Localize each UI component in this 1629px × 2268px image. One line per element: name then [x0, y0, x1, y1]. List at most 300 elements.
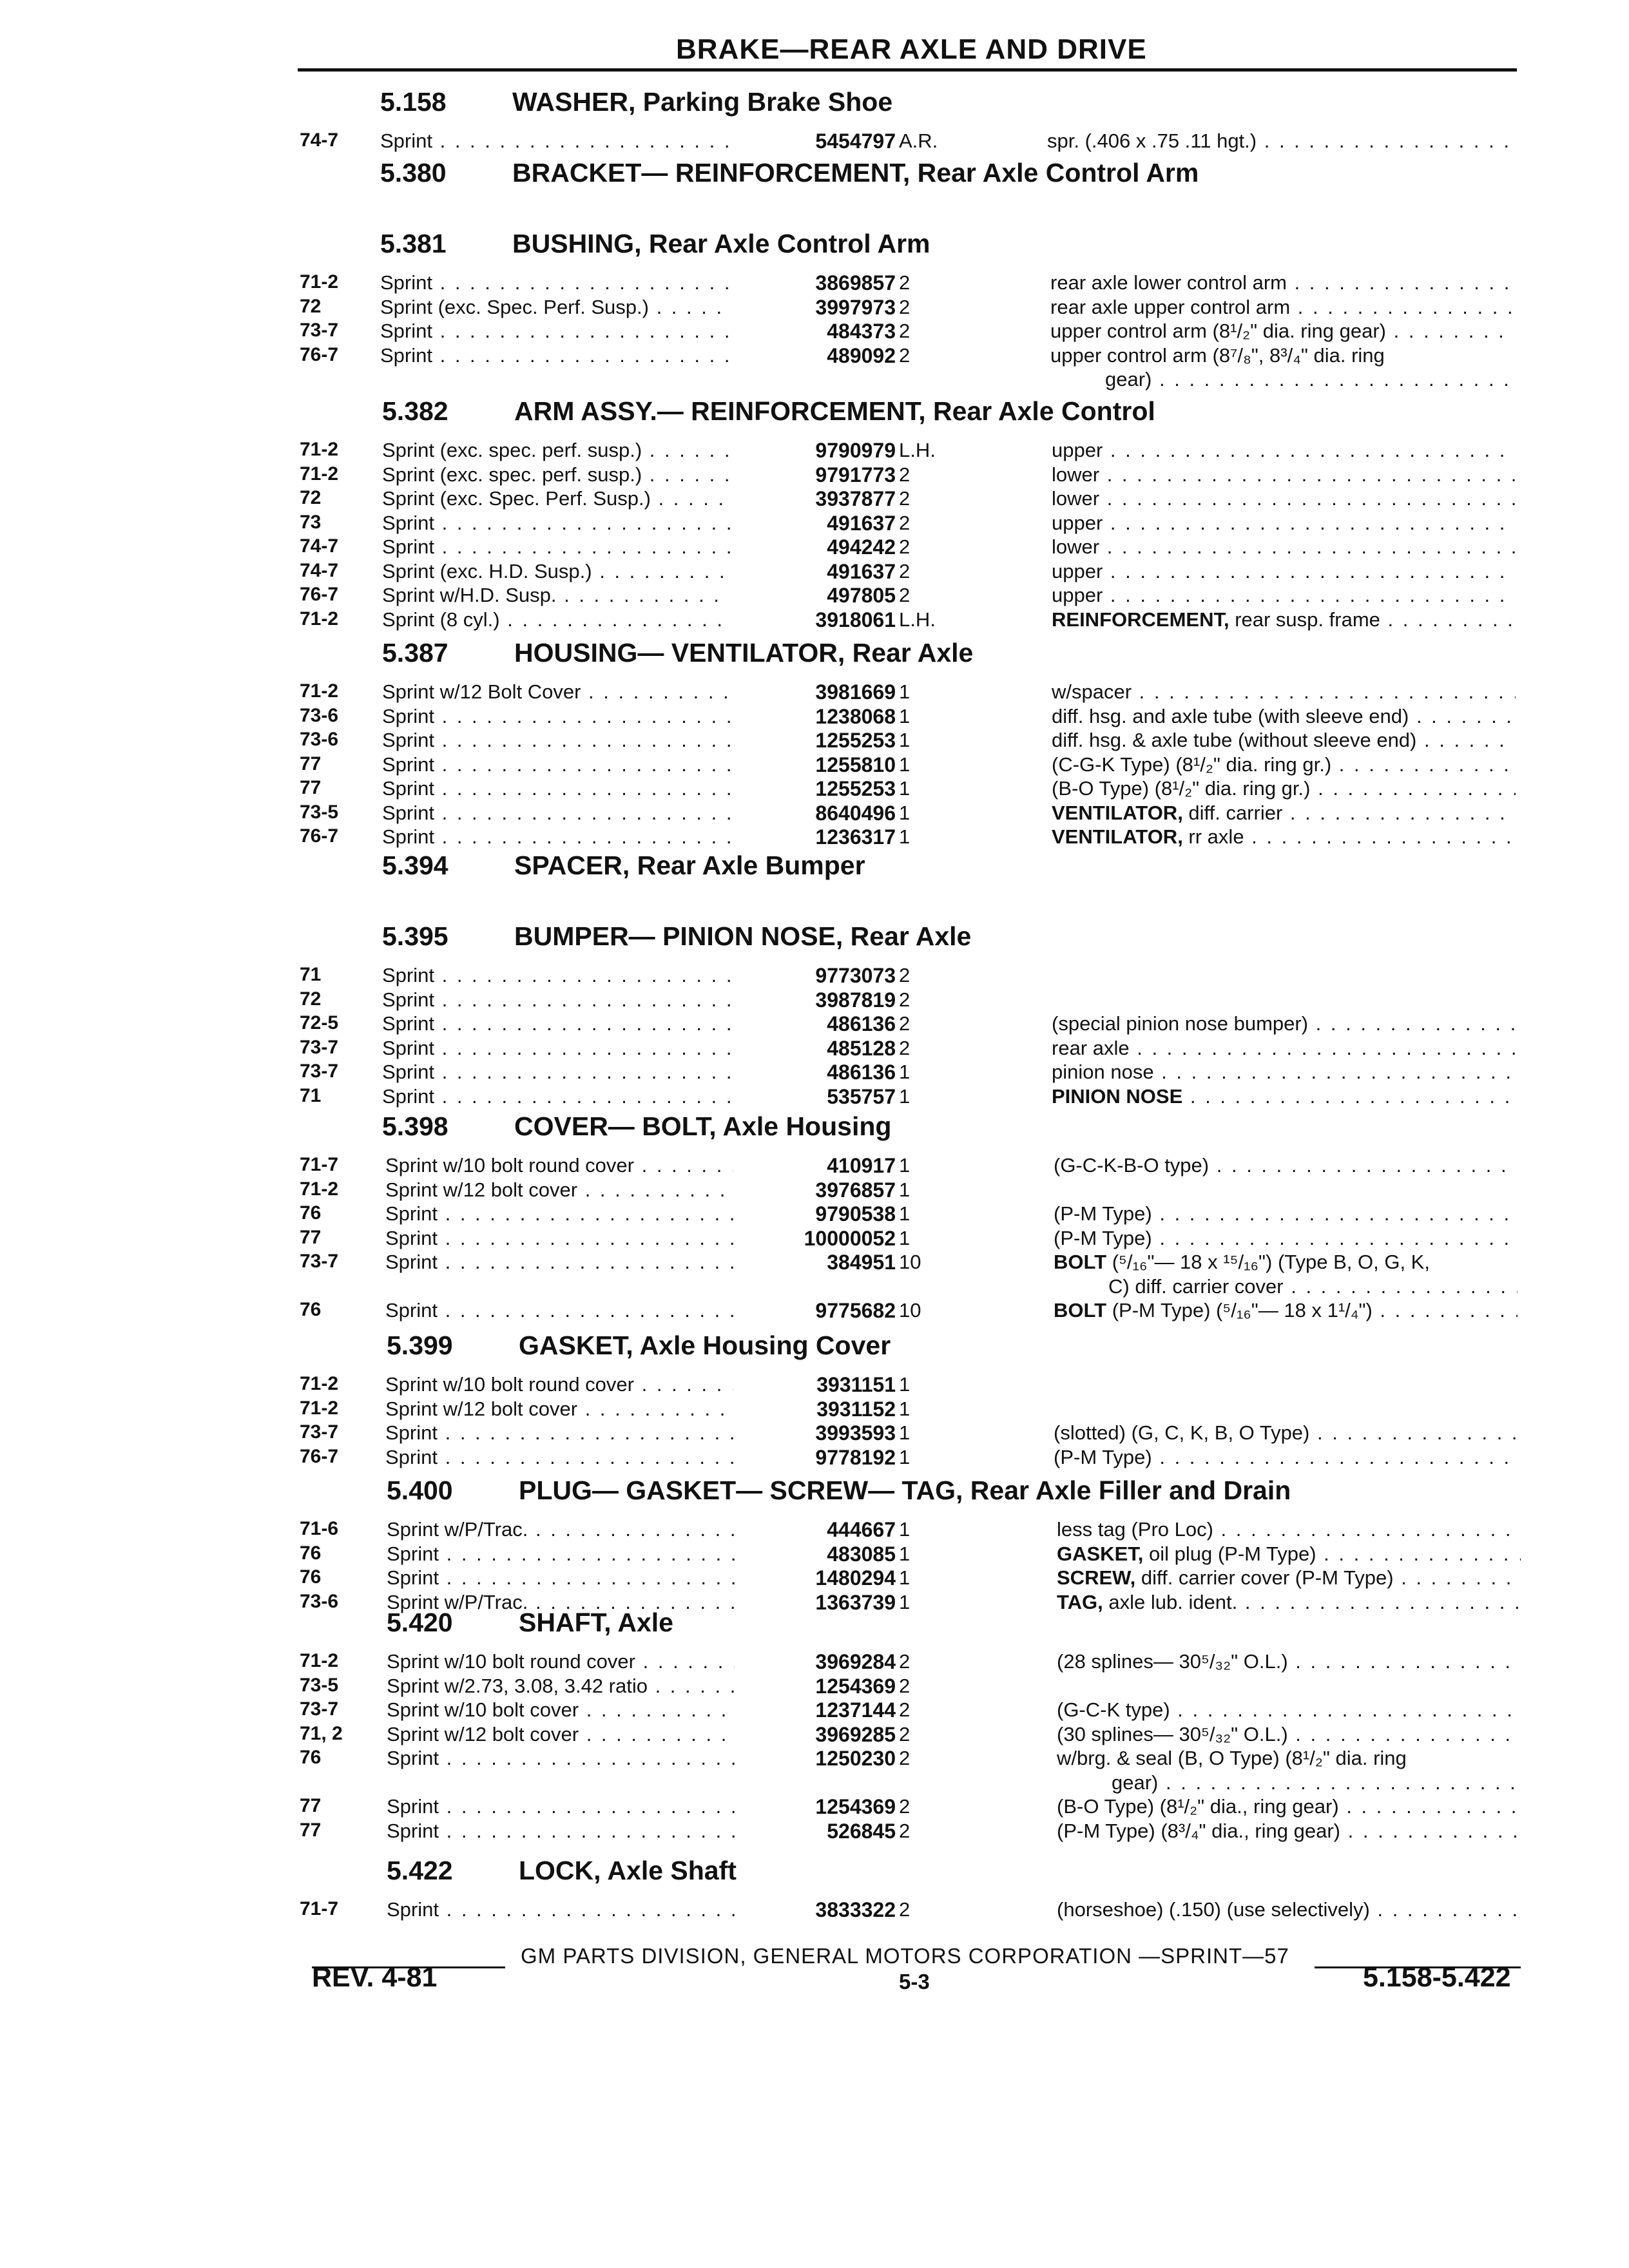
part-number: 410917: [827, 1154, 896, 1177]
remarks: [1050, 320, 1514, 343]
application-desc: Sprint . . .: [382, 753, 730, 776]
section-title: LOCK, Axle Shaft: [519, 1856, 737, 1885]
model-year: 71: [300, 964, 322, 985]
application-desc: Sprint w/H.D. Susp. . . .: [382, 584, 730, 607]
part-number: 3869857: [815, 271, 896, 294]
quantity: 2: [899, 511, 911, 534]
model-year: 77: [300, 1795, 322, 1816]
application-desc: Sprint . . .: [387, 1566, 735, 1590]
remarks-keyword: GASKET,: [1057, 1542, 1144, 1565]
model-year: 74-7: [300, 130, 339, 151]
quantity: 2: [899, 1674, 911, 1697]
remarks: [1050, 296, 1514, 319]
part-number: 444667: [827, 1518, 896, 1541]
part-number: 3918061: [815, 608, 896, 631]
section-title: BRACKET— REINFORCEMENT, Rear Axle Control Arm: [512, 158, 1199, 187]
model-year: 71-2: [300, 680, 339, 702]
part-number: 526845: [827, 1819, 896, 1843]
quantity: 1: [899, 1542, 911, 1565]
footer-section-range: 5.158-5.422: [1363, 1962, 1511, 1993]
model-year: 71-2: [300, 608, 339, 629]
part-number: 9775682: [815, 1299, 896, 1322]
section-number: 5.380: [380, 158, 447, 187]
quantity: 1: [899, 1421, 911, 1444]
remarks-text: pinion nose: [1052, 1061, 1154, 1083]
remarks-keyword: PINION NOSE: [1052, 1084, 1183, 1108]
quantity: 1: [899, 1518, 911, 1541]
quantity: 1: [899, 1373, 911, 1396]
table-row: [0, 512, 1629, 535]
part-number: 9791773: [815, 463, 896, 486]
remarks: [1052, 1012, 1516, 1035]
remarks-text: w/brg. & seal (B, O Type) (8¹/₂" dia. ring: [1057, 1747, 1407, 1769]
part-number: 1254369: [815, 1795, 896, 1818]
remarks-continuation: gear) . . .: [1112, 1771, 1521, 1795]
remarks-keyword: VENTILATOR,: [1052, 801, 1183, 824]
model-year: 71-6: [300, 1518, 339, 1539]
remarks: [1054, 1227, 1518, 1250]
table-row: [0, 1178, 1629, 1202]
remarks: [1052, 1037, 1516, 1060]
section-title: SPACER, Rear Axle Bumper: [514, 850, 865, 880]
application-desc: Sprint w/10 bolt round cover . . .: [387, 1650, 735, 1673]
table-row: [0, 1698, 1629, 1722]
table-row: [0, 1373, 1629, 1397]
model-year: 76-7: [300, 584, 339, 605]
remarks-continuation: C) diff. carrier cover . . .: [1108, 1275, 1518, 1299]
quantity: 2: [899, 1795, 911, 1818]
application-desc: Sprint w/P/Trac. . . .: [387, 1591, 735, 1614]
part-number: 9790538: [815, 1202, 896, 1225]
application-desc: Sprint . . .: [385, 1202, 733, 1225]
remarks: [1052, 463, 1516, 486]
application-desc: Sprint . . .: [382, 535, 730, 559]
model-year: 73-6: [300, 704, 339, 726]
quantity: 2: [899, 1650, 911, 1673]
application-desc: Sprint . . .: [385, 1421, 733, 1445]
application-desc: Sprint . . .: [387, 1820, 735, 1843]
quantity: 2: [899, 1898, 911, 1921]
part-number: 3931151: [816, 1373, 896, 1396]
part-number: 485128: [827, 1036, 896, 1060]
table-row: [0, 1037, 1629, 1061]
remarks: [1052, 777, 1516, 800]
model-year: 71-2: [300, 1178, 339, 1200]
application-desc: Sprint w/12 bolt cover . . .: [387, 1723, 735, 1746]
quantity: 2: [899, 964, 911, 986]
quantity: 2: [899, 988, 911, 1011]
table-row: [0, 271, 1629, 295]
remarks: [1052, 535, 1516, 559]
quantity: 1: [899, 777, 911, 800]
application-desc: Sprint . . .: [382, 825, 730, 849]
remarks-text: (G-C-K type): [1057, 1698, 1170, 1721]
model-year: 72: [300, 487, 322, 508]
remarks: [1052, 512, 1516, 535]
application-desc: Sprint . . .: [382, 988, 730, 1012]
application-desc: Sprint . . .: [385, 1251, 733, 1274]
remarks: [1057, 1542, 1521, 1566]
remarks: [1057, 1898, 1521, 1921]
table-row: [0, 1650, 1629, 1674]
remarks-text: rear susp. frame: [1229, 608, 1380, 631]
remarks-text: rr axle: [1182, 825, 1244, 848]
model-year: 76: [300, 1542, 322, 1564]
quantity: 10: [899, 1299, 921, 1321]
remarks-text: rear axle lower control arm: [1050, 271, 1287, 294]
section-number: 5.398: [382, 1111, 448, 1141]
remarks-text: (P-M Type): [1054, 1445, 1152, 1468]
remarks: [1052, 705, 1516, 728]
application-desc: Sprint w/10 bolt round cover . . .: [385, 1373, 733, 1396]
remarks-text: upper: [1052, 584, 1103, 606]
part-number: 494242: [827, 535, 896, 559]
quantity: 1: [899, 1084, 911, 1108]
remarks-text: rear axle: [1052, 1036, 1130, 1059]
application-desc: Sprint . . .: [387, 1747, 735, 1770]
table-row: [0, 296, 1629, 320]
table-row: [0, 463, 1629, 487]
quantity: 10: [899, 1251, 921, 1273]
application-desc: Sprint . . .: [382, 729, 730, 752]
model-year: 77: [300, 777, 322, 798]
section-title: ARM ASSY.— REINFORCEMENT, Rear Axle Control: [514, 396, 1155, 426]
application-desc: Sprint . . .: [382, 512, 730, 535]
application-desc: Sprint w/10 bolt cover . . .: [387, 1698, 735, 1722]
remarks: [1054, 1421, 1518, 1445]
table-row: [0, 729, 1629, 753]
remarks-keyword: TAG,: [1057, 1590, 1103, 1613]
application-desc: Sprint (exc. spec. perf. susp.) . . .: [382, 439, 730, 462]
remarks: [1047, 130, 1511, 153]
model-year: 73-6: [300, 1590, 339, 1612]
table-row: [0, 705, 1629, 729]
model-year: 73-5: [300, 1674, 339, 1696]
table-row: [0, 802, 1629, 825]
model-year: 71-2: [300, 439, 339, 460]
table-row: [0, 964, 1629, 988]
table-row: [0, 1591, 1629, 1615]
application-desc: Sprint . . .: [380, 344, 728, 367]
application-desc: Sprint . . .: [380, 320, 728, 343]
application-desc: Sprint . . .: [382, 964, 730, 987]
part-number: 1255253: [815, 777, 896, 800]
application-desc: Sprint (exc. Spec. Perf. Susp.) . . .: [382, 487, 730, 510]
application-desc: Sprint . . .: [382, 1037, 730, 1060]
remarks: [1052, 802, 1516, 825]
part-number: 497805: [827, 584, 896, 607]
table-row: [0, 344, 1629, 368]
table-row: [0, 825, 1629, 849]
model-year: 73-5: [300, 801, 339, 823]
quantity: 1: [899, 1566, 911, 1589]
application-desc: Sprint (exc. Spec. Perf. Susp.) . . .: [380, 296, 728, 319]
remarks-text: (G-C-K-B-O type): [1054, 1154, 1210, 1177]
remarks: [1054, 1251, 1518, 1274]
quantity: 2: [899, 1722, 911, 1745]
remarks-text: less tag (Pro Loc): [1057, 1518, 1213, 1541]
remarks-text: diff. carrier cover (P-M Type): [1135, 1566, 1394, 1589]
quantity: 2: [899, 584, 911, 606]
remarks: [1057, 1820, 1521, 1843]
model-year: 71-2: [300, 1397, 339, 1419]
remarks-text: (P-M Type): [1054, 1202, 1152, 1225]
table-row: [0, 753, 1629, 777]
application-desc: Sprint . . .: [380, 130, 728, 153]
remarks-text: (horseshoe) (.150) (use selectively): [1057, 1898, 1370, 1921]
table-row: [0, 988, 1629, 1012]
application-desc: Sprint . . .: [387, 1898, 735, 1921]
part-number: 483085: [827, 1542, 896, 1566]
remarks-text: upper control arm (8¹/₂" dia. ring gear): [1050, 320, 1386, 342]
remarks: [1052, 680, 1516, 704]
table-row: [0, 439, 1629, 463]
application-desc: Sprint . . .: [382, 1061, 730, 1084]
remarks: [1052, 825, 1516, 849]
quantity: 1: [899, 680, 911, 703]
application-desc: Sprint . . .: [385, 1446, 733, 1469]
model-year: 76: [300, 1299, 322, 1320]
remarks-text: (B-O Type) (8¹/₂" dia. ring gr.): [1052, 777, 1311, 800]
table-row: [0, 560, 1629, 584]
section-number: 5.422: [387, 1856, 453, 1885]
table-row: [0, 1085, 1629, 1109]
quantity: 2: [899, 320, 911, 342]
model-year: 73-7: [300, 1421, 339, 1443]
application-desc: Sprint (exc. spec. perf. susp.) . . .: [382, 463, 730, 486]
section-title: COVER— BOLT, Axle Housing: [514, 1111, 892, 1141]
model-year: 71-7: [300, 1154, 339, 1175]
application-desc: Sprint w/2.73, 3.08, 3.42 ratio . . .: [387, 1675, 735, 1698]
remarks: [1050, 271, 1514, 294]
quantity: A.R.: [899, 130, 938, 152]
remarks-text: upper: [1052, 439, 1103, 461]
model-year: 73-7: [300, 320, 339, 341]
application-desc: Sprint . . .: [380, 271, 728, 294]
quantity: 2: [899, 1819, 911, 1842]
table-row: [0, 1299, 1629, 1323]
section-number: 5.387: [382, 638, 448, 668]
application-desc: Sprint w/12 Bolt Cover . . .: [382, 680, 730, 704]
table-row: [0, 1820, 1629, 1843]
section-title: GASKET, Axle Housing Cover: [519, 1331, 891, 1360]
section-number: 5.381: [380, 229, 447, 258]
table-row: [0, 1061, 1629, 1084]
table-row: [0, 1518, 1629, 1542]
quantity: 1: [899, 1590, 911, 1613]
part-number: 1255810: [815, 753, 896, 776]
model-year: 72: [300, 988, 322, 1010]
model-year: 73: [300, 511, 322, 533]
table-row: [0, 1898, 1629, 1922]
quantity: 1: [899, 1397, 911, 1420]
title-rule: [298, 68, 1517, 72]
table-row: [0, 1723, 1629, 1747]
section-number: 5.158: [380, 87, 447, 117]
remarks-text: upper control arm (8⁷/₈", 8³/₄" dia. ring: [1050, 343, 1385, 367]
table-row: [0, 320, 1629, 343]
application-desc: Sprint . . .: [382, 802, 730, 825]
remarks: [1057, 1723, 1521, 1746]
quantity: 1: [899, 1154, 911, 1177]
remarks: [1052, 560, 1516, 583]
remarks: [1052, 1085, 1516, 1108]
remarks: [1052, 729, 1516, 752]
part-number: 1255253: [815, 729, 896, 752]
part-number: 3937877: [815, 487, 896, 510]
part-number: 10000052: [804, 1226, 896, 1250]
table-row: [0, 1227, 1629, 1251]
quantity: 1: [899, 1445, 911, 1468]
quantity: 1: [899, 801, 911, 824]
section-number: 5.395: [382, 921, 448, 951]
quantity: L.H.: [899, 439, 936, 461]
remarks-text: axle lub. ident.: [1103, 1590, 1238, 1613]
table-row: [0, 1675, 1629, 1698]
section-title: BUSHING, Rear Axle Control Arm: [512, 229, 930, 258]
remarks: [1054, 1299, 1518, 1322]
part-number: 1254369: [815, 1674, 896, 1698]
model-year: 73-7: [300, 1036, 339, 1058]
quantity: 1: [899, 1061, 911, 1083]
table-row: [0, 1398, 1629, 1421]
remarks: [1052, 439, 1516, 462]
part-number: 3997973: [815, 295, 896, 319]
remarks-text: (28 splines— 30⁵/₃₂" O.L.): [1057, 1650, 1288, 1673]
part-number: 3969285: [815, 1722, 896, 1746]
remarks-keyword: BOLT: [1054, 1251, 1107, 1273]
model-year: 71-2: [300, 1650, 339, 1671]
table-row: [0, 1012, 1629, 1036]
part-number: 1250230: [815, 1747, 896, 1770]
footer-division: GM PARTS DIVISION, GENERAL MOTORS CORPORATION —SPRINT—57: [521, 1944, 1289, 1968]
table-row: [0, 487, 1629, 511]
application-desc: Sprint . . .: [385, 1299, 733, 1322]
part-number: 5454797: [815, 130, 896, 153]
remarks-text: lower: [1052, 535, 1100, 558]
table-row: [0, 1154, 1629, 1178]
page-title: BRAKE—REAR AXLE AND DRIVE: [676, 34, 1147, 65]
remarks: [1052, 608, 1516, 631]
part-number: 1363739: [815, 1590, 896, 1614]
quantity: 1: [899, 825, 911, 848]
remarks-text: (P-M Type): [1054, 1226, 1152, 1249]
remarks-text: upper: [1052, 559, 1103, 582]
application-desc: Sprint . . .: [382, 705, 730, 728]
remarks: [1054, 1154, 1518, 1177]
remarks-text: oil plug (P-M Type): [1143, 1542, 1316, 1565]
application-desc: Sprint . . .: [387, 1542, 735, 1566]
application-desc: Sprint . . .: [382, 777, 730, 800]
model-year: 74-7: [300, 559, 339, 581]
model-year: 74-7: [300, 535, 339, 557]
quantity: 2: [899, 1698, 911, 1721]
quantity: 1: [899, 704, 911, 727]
table-row: [0, 130, 1629, 153]
table-row: [0, 1542, 1629, 1566]
table-row: [0, 680, 1629, 704]
part-number: 491637: [827, 559, 896, 583]
section-title: WASHER, Parking Brake Shoe: [512, 87, 893, 117]
model-year: 73-7: [300, 1251, 339, 1272]
remarks: [1052, 1061, 1516, 1084]
model-year: 71: [300, 1084, 322, 1106]
remarks-text: rear axle upper control arm: [1050, 295, 1291, 318]
table-row: [0, 1251, 1629, 1274]
remarks-text: lower: [1052, 463, 1100, 486]
model-year: 77: [300, 1819, 322, 1841]
remarks: [1057, 1795, 1521, 1818]
model-year: 73-7: [300, 1061, 339, 1082]
model-year: 76: [300, 1202, 322, 1224]
remarks-keyword: SCREW,: [1057, 1566, 1136, 1589]
remarks-text: (30 splines— 30⁵/₃₂" O.L.): [1057, 1722, 1288, 1745]
table-row: [0, 1566, 1629, 1590]
remarks: [1057, 1747, 1521, 1770]
quantity: 1: [899, 753, 911, 776]
table-row: [0, 1747, 1629, 1771]
part-number: 489092: [827, 343, 896, 367]
model-year: 77: [300, 753, 322, 774]
remarks-keyword: REINFORCEMENT,: [1052, 608, 1229, 631]
remarks-text: (P-M Type) (8³/₄" dia., ring gear): [1057, 1819, 1340, 1842]
remarks-text: upper: [1052, 511, 1103, 534]
part-number: 384951: [827, 1251, 896, 1274]
model-year: 76-7: [300, 343, 339, 365]
part-number: 484373: [827, 320, 896, 343]
application-desc: Sprint . . .: [382, 1012, 730, 1035]
application-desc: Sprint . . .: [382, 1085, 730, 1108]
model-year: 72: [300, 295, 322, 317]
remarks-text: diff. hsg. and axle tube (with sleeve end): [1052, 704, 1409, 727]
remarks: [1052, 753, 1516, 776]
remarks: [1050, 344, 1514, 367]
quantity: 2: [899, 295, 911, 318]
section-number: 5.400: [387, 1475, 453, 1505]
section-title: BUMPER— PINION NOSE, Rear Axle: [514, 921, 972, 951]
part-number: 3981669: [815, 680, 896, 704]
remarks-keyword: VENTILATOR,: [1052, 825, 1183, 848]
model-year: 73-6: [300, 729, 339, 750]
remarks: [1054, 1202, 1518, 1225]
quantity: 2: [899, 487, 911, 510]
quantity: 1: [899, 1226, 911, 1249]
part-number: 3976857: [815, 1178, 896, 1202]
application-desc: Sprint w/12 bolt cover . . .: [385, 1398, 733, 1421]
part-number: 1238068: [815, 704, 896, 728]
remarks: [1057, 1518, 1521, 1541]
quantity: 1: [899, 1178, 911, 1201]
part-number: 535757: [827, 1084, 896, 1108]
model-year: 76-7: [300, 1445, 339, 1467]
quantity: 2: [899, 1036, 911, 1059]
remarks: [1057, 1566, 1521, 1590]
part-number: 3833322: [815, 1898, 896, 1921]
table-row: [0, 1446, 1629, 1470]
remarks-keyword: BOLT: [1054, 1299, 1107, 1321]
remarks-continuation: gear) . . .: [1105, 368, 1514, 392]
application-desc: Sprint (8 cyl.) . . .: [382, 608, 730, 631]
part-number: 3931152: [816, 1397, 896, 1421]
quantity: L.H.: [899, 608, 936, 631]
application-desc: Sprint (exc. H.D. Susp.) . . .: [382, 560, 730, 583]
table-row: [0, 1421, 1629, 1445]
remarks-text: (⁵/₁₆"— 18 x ¹⁵/₁₆") (Type B, O, G, K,: [1106, 1251, 1430, 1273]
quantity: 2: [899, 271, 911, 294]
remarks: [1054, 1446, 1518, 1469]
application-desc: Sprint w/10 bolt round cover . . .: [385, 1154, 733, 1177]
remarks-text: spr. (.406 x .75 .11 hgt.): [1047, 130, 1257, 152]
